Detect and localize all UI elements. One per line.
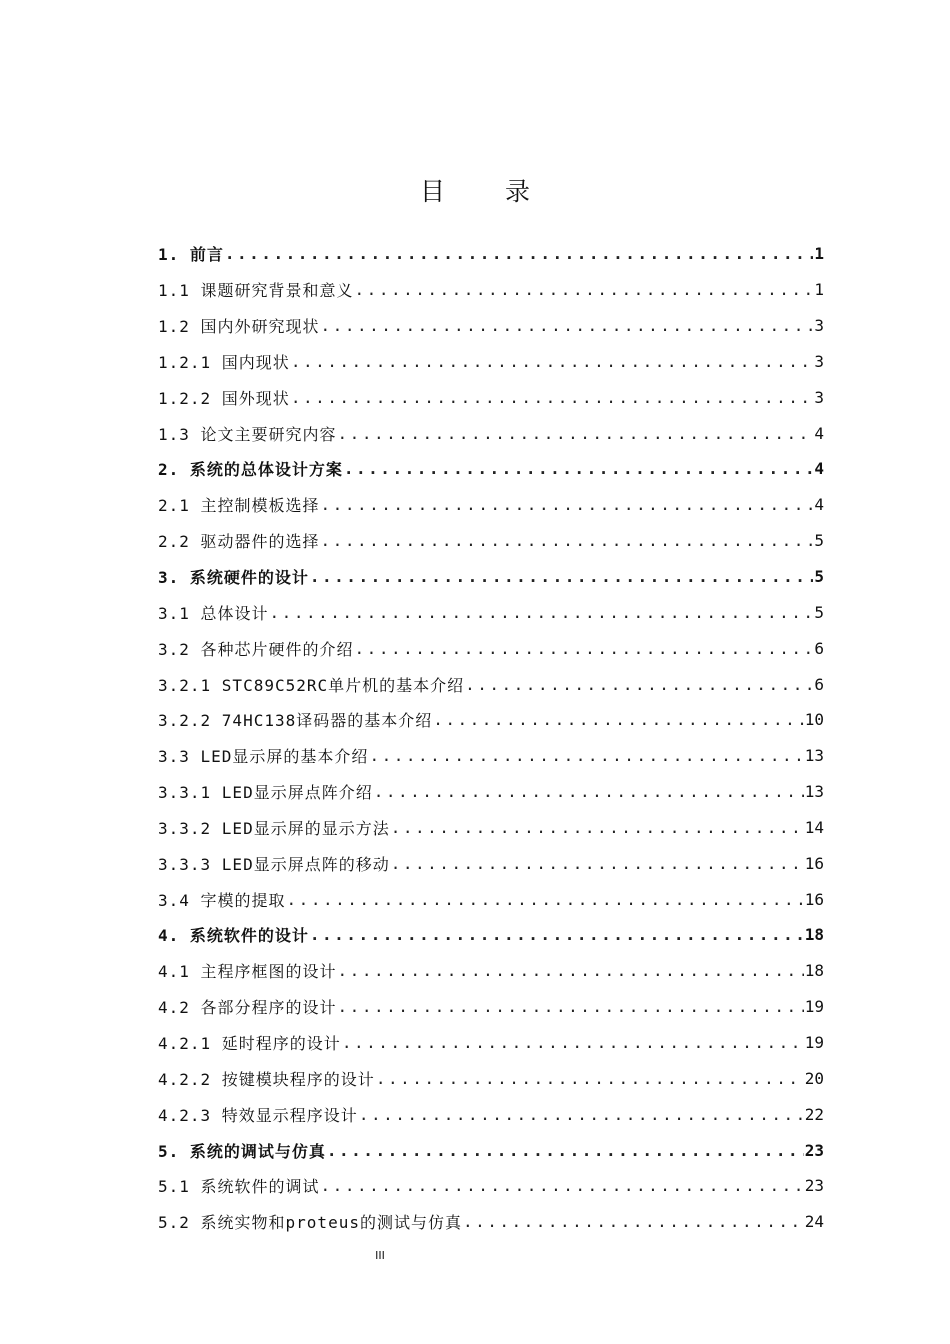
toc-entry[interactable] <box>158 487 824 523</box>
dot-leader <box>355 639 814 658</box>
toc-entry[interactable] <box>158 308 824 344</box>
toc-entry[interactable] <box>158 989 824 1025</box>
dot-leader <box>321 1176 804 1195</box>
dot-leader <box>327 1141 804 1160</box>
toc-entry-label: 4.2 各部分程序的设计 <box>158 998 337 1018</box>
toc-entry-label: 4.1 主程序框图的设计 <box>158 962 337 982</box>
dot-leader <box>355 280 814 299</box>
toc-entry-page-number: 1 <box>814 244 824 264</box>
toc-entry[interactable] <box>158 881 824 917</box>
toc-entry[interactable] <box>158 451 824 487</box>
page-number-footer: III <box>375 1249 385 1262</box>
toc-entry-label: 3.2.1 STC89C52RC单片机的基本介绍 <box>158 675 465 695</box>
toc-entry-label: 4.2.2 按键模块程序的设计 <box>158 1069 375 1089</box>
toc-entry[interactable] <box>158 236 824 272</box>
toc-entry-page-number: 10 <box>804 710 824 730</box>
toc-entry-page-number: 16 <box>804 889 824 909</box>
toc-entry-page-number: 13 <box>804 782 824 802</box>
toc-entry-page-number: 19 <box>804 1032 824 1052</box>
toc-entry[interactable] <box>158 810 824 846</box>
dot-leader <box>270 603 814 622</box>
toc-entry-page-number: 6 <box>814 638 824 658</box>
toc-entry-label: 1.2.1 国内现状 <box>158 352 290 372</box>
dot-leader <box>321 316 814 335</box>
toc-entry-page-number: 20 <box>804 1068 824 1088</box>
table-of-contents <box>158 236 824 1240</box>
toc-entry-page-number: 5 <box>814 602 824 622</box>
toc-entry[interactable] <box>158 953 824 989</box>
toc-entry-page-number: 18 <box>804 961 824 981</box>
dot-leader <box>391 854 804 873</box>
toc-entry-page-number: 1 <box>814 280 824 300</box>
dot-leader <box>310 925 804 944</box>
toc-entry-label: 1.2.2 国外现状 <box>158 388 290 408</box>
toc-entry-label: 5.2 系统实物和proteus的测试与仿真 <box>158 1213 462 1233</box>
toc-entry-page-number: 4 <box>814 495 824 515</box>
toc-entry-page-number: 3 <box>814 387 824 407</box>
toc-entry-page-number: 23 <box>804 1176 824 1196</box>
toc-entry-page-number: 18 <box>804 925 824 945</box>
toc-entry-label: 3.4 字模的提取 <box>158 890 286 910</box>
toc-entry-page-number: 16 <box>804 853 824 873</box>
dot-leader <box>433 710 804 729</box>
toc-entry[interactable] <box>158 344 824 380</box>
toc-entry[interactable] <box>158 630 824 666</box>
toc-entry-page-number: 5 <box>814 531 824 551</box>
toc-entry-label: 4.2.1 延时程序的设计 <box>158 1033 341 1053</box>
toc-entry[interactable] <box>158 845 824 881</box>
dot-leader <box>465 675 813 694</box>
dot-leader <box>338 424 814 443</box>
toc-entry[interactable] <box>158 559 824 595</box>
toc-entry-label: 1.1 课题研究背景和意义 <box>158 281 354 301</box>
toc-entry-page-number: 14 <box>804 817 824 837</box>
toc-entry-page-number: 6 <box>814 674 824 694</box>
toc-entry[interactable] <box>158 1025 824 1061</box>
toc-entry[interactable] <box>158 594 824 630</box>
toc-entry-label: 3.3.1 LED显示屏点阵介绍 <box>158 783 373 803</box>
toc-entry-label: 3. 系统硬件的设计 <box>158 568 309 588</box>
toc-entry-label: 1. 前言 <box>158 245 224 265</box>
toc-entry-label: 2.1 主控制模板选择 <box>158 496 320 516</box>
toc-entry[interactable] <box>158 1132 824 1168</box>
dot-leader <box>321 531 814 550</box>
toc-entry[interactable] <box>158 774 824 810</box>
dot-leader <box>369 746 803 765</box>
toc-entry[interactable] <box>158 1168 824 1204</box>
toc-entry-label: 3.3.3 LED显示屏点阵的移动 <box>158 854 390 874</box>
toc-entry[interactable] <box>158 917 824 953</box>
dot-leader <box>463 1212 804 1231</box>
toc-entry[interactable] <box>158 1060 824 1096</box>
dot-leader <box>344 459 813 478</box>
toc-entry[interactable] <box>158 702 824 738</box>
toc-entry-page-number: 13 <box>804 746 824 766</box>
dot-leader <box>359 1105 804 1124</box>
toc-entry-label: 3.3.2 LED显示屏的显示方法 <box>158 818 390 838</box>
dot-leader <box>391 818 804 837</box>
dot-leader <box>287 890 804 909</box>
toc-entry-label: 1.2 国内外研究现状 <box>158 317 320 337</box>
toc-entry-page-number: 3 <box>814 351 824 371</box>
dot-leader <box>338 997 804 1016</box>
toc-entry-label: 3.1 总体设计 <box>158 603 269 623</box>
toc-entry-label: 5. 系统的调试与仿真 <box>158 1141 326 1161</box>
toc-entry-page-number: 4 <box>814 423 824 443</box>
toc-entry-label: 3.2.2 74HC138译码器的基本介绍 <box>158 711 433 731</box>
toc-entry-page-number: 24 <box>804 1212 824 1232</box>
toc-entry-label: 3.2 各种芯片硬件的介绍 <box>158 639 354 659</box>
toc-entry[interactable] <box>158 1096 824 1132</box>
toc-entry-page-number: 3 <box>814 316 824 336</box>
toc-entry-label: 3.3 LED显示屏的基本介绍 <box>158 747 369 767</box>
toc-entry-page-number: 23 <box>804 1140 824 1160</box>
toc-entry-label: 2. 系统的总体设计方案 <box>158 460 343 480</box>
dot-leader <box>338 961 804 980</box>
dot-leader <box>321 495 814 514</box>
dot-leader <box>310 567 813 586</box>
toc-entry-label: 2.2 驱动器件的选择 <box>158 532 320 552</box>
toc-entry-label: 1.3 论文主要研究内容 <box>158 424 337 444</box>
toc-entry-page-number: 22 <box>804 1104 824 1124</box>
dot-leader <box>291 352 814 371</box>
page-title: 目 录 <box>420 177 556 206</box>
toc-entry[interactable] <box>158 523 824 559</box>
toc-entry-label: 5.1 系统软件的调试 <box>158 1177 320 1197</box>
dot-leader <box>342 1033 804 1052</box>
toc-entry-page-number: 5 <box>814 567 824 587</box>
dot-leader <box>376 1069 804 1088</box>
toc-entry[interactable] <box>158 738 824 774</box>
dot-leader <box>374 782 804 801</box>
dot-leader <box>291 388 814 407</box>
toc-entry[interactable] <box>158 1204 824 1240</box>
toc-entry-page-number: 4 <box>814 459 824 479</box>
toc-entry[interactable] <box>158 379 824 415</box>
toc-entry[interactable] <box>158 666 824 702</box>
toc-entry-label: 4.2.3 特效显示程序设计 <box>158 1105 358 1125</box>
toc-entry-label: 4. 系统软件的设计 <box>158 926 309 946</box>
toc-entry-page-number: 19 <box>804 997 824 1017</box>
dot-leader <box>225 244 813 263</box>
toc-entry[interactable] <box>158 272 824 308</box>
toc-entry[interactable] <box>158 415 824 451</box>
